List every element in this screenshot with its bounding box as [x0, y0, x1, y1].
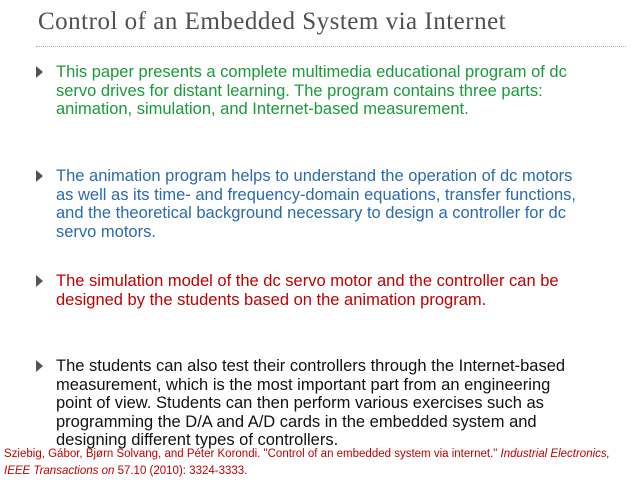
citation: [4, 446, 634, 480]
title-divider: [36, 46, 626, 47]
slide-title: Control of an Embedded System via Internet: [38, 8, 507, 35]
bullet-text-2: The animation program helps to understand the operation of dc motors as well as its time- and frequency-domain equations, transfer functions, and the theoretical background necessary to design a controller for dc servo motors.: [56, 167, 577, 241]
citation-authors: Sziebig, Gábor, Bjørn Solvang, and Péter Korondi. "Control of an embedded system via internet.": [4, 448, 501, 460]
bullet-arrow-icon: [36, 170, 43, 182]
citation-journal: Industrial Electronics, IEEE Transactions on: [4, 448, 610, 477]
bullet-text-4: The students can also test their controllers through the Internet-based measurement, which is the most important part from an engineering point of view. Students can then perform various exercises such as programming the D/A and A/D cards in the embedded system and designing different types of controllers.: [56, 357, 566, 449]
citation-details: 57.10 (2010): 3324-3333.: [114, 465, 248, 477]
bullet-arrow-icon: [36, 275, 43, 287]
bullet-text-3: The simulation model of the dc servo motor and the controller can be designed by the students based on the animation program.: [56, 272, 559, 309]
bullet-arrow-icon: [36, 66, 43, 78]
bullet-text-1: This paper presents a complete multimedia educational program of dc servo drives for distant learning. The program contains three parts: animation, simulation, and Internet-based measurement.: [56, 63, 567, 118]
bullet-arrow-icon: [36, 360, 43, 372]
